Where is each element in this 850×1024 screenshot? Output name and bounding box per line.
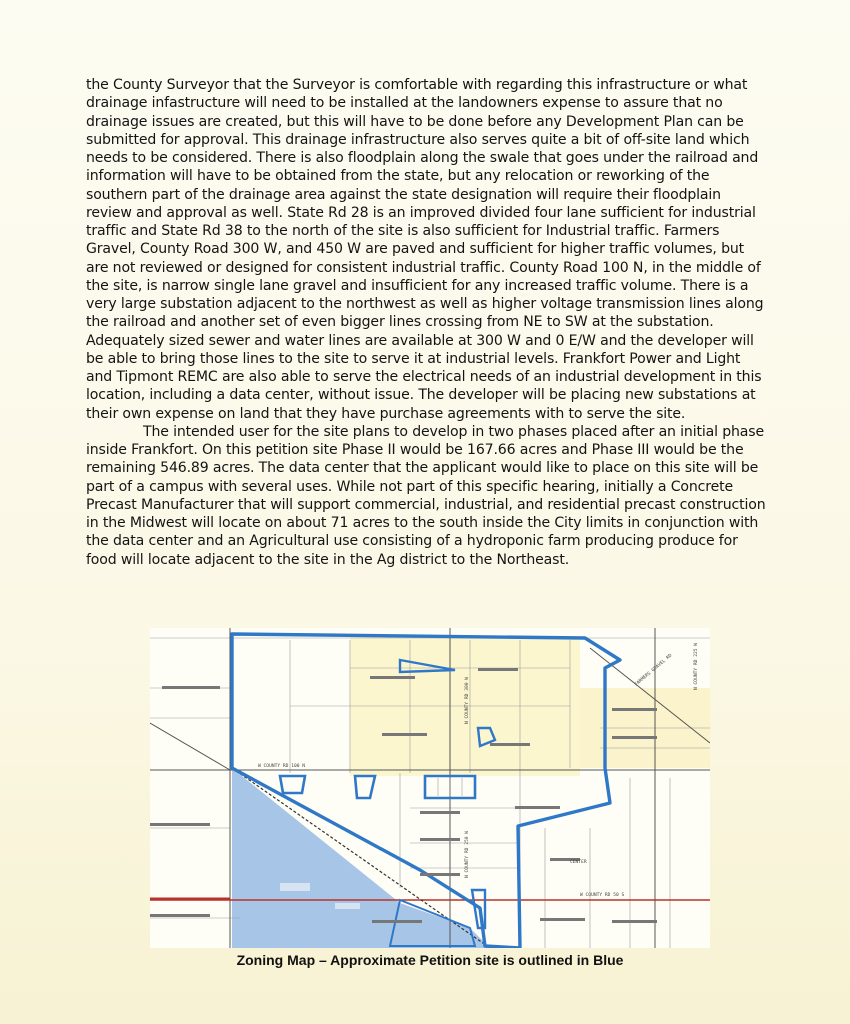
label-county-rd-300w: N COUNTY RD 300 W xyxy=(465,676,470,724)
paragraph-drainage-and-utilities: the County Surveyor that the Surveyor is comfortable with regarding this infrastructure or what drainage infastructure will need to be installed at the landowners expense to assure that no drainage issues are created, but this will have to be done before any Development Plan can be submitted for approval. This drainage infrastructure also serves quite a bit of off-site land which needs to be considered. There is also floodplain along the swale that goes under the railroad and information will have to be obtained from the state, but any relocation or reworking of the southern part of the drainage area against the state designation will require their floodplain review and approval as well. State Rd 28 is an improved divided four lane sufficient for industrial traffic and State Rd 38 to the north of the site is also sufficient for Industrial traffic. Farmers Gravel, County Road 300 W, and 450 W are paved and sufficient for higher traffic volumes, but are not reviewed or designed for consistent industrial traffic. County Road 100 N, in the middle of the site, is narrow single lane gravel and insufficient for any increased traffic volume. There is a very large substation adjacent to the northwest as well as higher voltage transmission lines along the railroad and another set of even bigger lines crossing from NE to SW at the substation. Adequately sized sewer and water lines are available at 300 W and 0 E/W and the developer will be able to bring those lines to the site to serve it at industrial levels. Frankfort Power and Light and Tipmont REMC are also able to serve the electrical needs of an industrial development in this location, including a data center, without issue. The developer will be placing new substations at their own expense on land that they have purchase agreements with to serve the site. xyxy=(86,77,764,422)
body-text xyxy=(86,76,766,569)
map-caption: Zoning Map – Approximate Petition site is outlined in Blue xyxy=(236,952,624,968)
label-county-rd-225w: N COUNTY RD 225 W xyxy=(694,642,699,690)
label-county-rd-250w: N COUNTY RD 250 W xyxy=(465,830,470,878)
label-county-rd-100n: W COUNTY RD 100 N xyxy=(258,764,306,769)
label-county-rd-50s: W COUNTY RD 50 S xyxy=(580,893,625,898)
label-farmers-gravel: FARMERS GRAVEL RD xyxy=(634,653,674,688)
zoning-map xyxy=(150,628,710,948)
paragraph-intended-user: The intended user for the site plans to develop in two phases placed after an initial phase inside Frankfort. On this petition site Phase II would be 167.66 acres and Phase III would be the remaining 546.89 acres. The data center that the applicant would like to place on this site will be part of a campus with several uses. While not part of this specific hearing, initially a Concrete Precast Manufacturer that will support commercial, industrial, and residential precast construction in the Midwest will locate on about 71 acres to the south inside the City limits in conjunction with the data center and an Agricultural use consisting of a hydroponic farm producing produce for food will locate adjacent to the site in the Ag district to the Northeast. xyxy=(86,423,766,568)
label-center: CENTER xyxy=(570,860,587,865)
